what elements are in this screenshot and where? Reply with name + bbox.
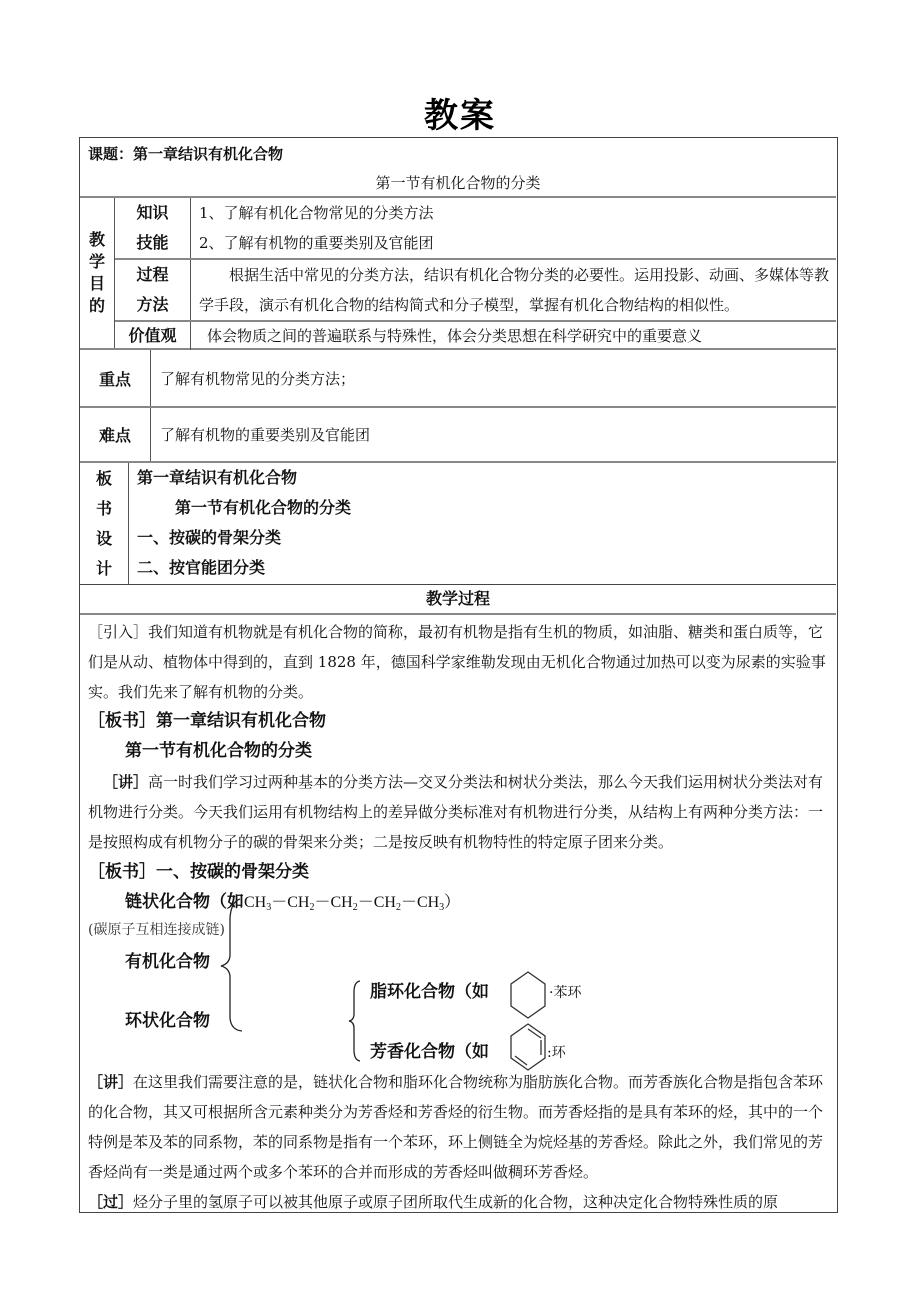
organic-compound-root: 有机化合物: [125, 952, 210, 972]
key-point-label: 重点: [80, 350, 151, 406]
board-note-chapter: 第一章结识有机化合物: [156, 711, 326, 731]
chain-formula: [244, 894, 460, 911]
board-line-4: 二、按官能团分类: [137, 558, 266, 577]
label-line: 过程: [136, 265, 169, 284]
aromatic-label: 芳香化合物（如: [370, 1042, 489, 1062]
formula-part: ）: [444, 894, 461, 911]
intro-paragraph: ［引入］我们知道有机物就是有机化合物的简称，最初有机物是指有生机的物质，如油脂、糖类和蛋白质等，它们是从动、植物体中得到的，直到 1828 年，德国科学家维勒发现由无机化合物通过加热可以变为尿素的实验事实。我们先来了解有机物的分类。: [88, 623, 826, 701]
transition-tag: ［过］: [88, 1193, 134, 1211]
formula-sub: 2: [309, 902, 315, 913]
lecture-paragraph-1: [88, 767, 829, 857]
board-line-3: 一、按碳的骨架分类: [137, 528, 282, 547]
process-method-text: 根据生活中常见的分类方法，结识有机化合物分类的必要性。运用投影、动画、多媒体等教学手段，演示有机化合物的结构简式和分子模型，掌握有机化合物结构的相似性。: [199, 266, 830, 314]
transition-text: 烃分子里的氢原子可以被其他原子或原子团所取代生成新的化合物，这种决定化合物特殊性质的原: [133, 1193, 779, 1211]
objectives-char: 学: [88, 252, 105, 271]
section-title: 第一节有机化合物的分类: [375, 174, 541, 192]
formula-sub: 2: [352, 902, 358, 913]
key-point-row: [80, 350, 836, 408]
values-row: [115, 322, 836, 350]
objectives-block: [80, 198, 836, 350]
formula-sub: 3: [266, 902, 272, 913]
board-note-text: 一、按碳的骨架分类: [156, 862, 309, 882]
objectives-char: 的: [88, 296, 105, 315]
label-line: 方法: [136, 295, 169, 314]
knowledge-item-1: 1、了解有机化合物常见的分类方法: [199, 204, 434, 222]
ring-compound-label: 环状化合物: [125, 1011, 210, 1031]
label-line: 知识: [136, 203, 169, 222]
knowledge-skills-row: [115, 198, 836, 260]
root-brace-icon: [215, 894, 255, 1034]
formula-part: CH: [244, 894, 267, 911]
lecture-text: 在这里我们需要注意的是，链状化合物和脂环化合物统称为脂肪族化合物。而芳香族化合物是指包含苯环的化合物，其又可根据所含元素种类分为芳香烃和芳香烃的衍生物。而芳香烃指的是具有苯环的烃，其中的一个特例是苯及苯的同系物，苯的同系物是指有一个苯环，环上侧链全为烷烃基的芳香烃。除此之外，我们常见的芳香烃尚有一类是通过两个或多个苯环的合并而形成的芳香烃叫做稠环芳香烃。: [88, 1073, 824, 1181]
objectives-char: 教: [88, 230, 105, 249]
formula-part: －CH: [400, 894, 440, 911]
transition-paragraph: [88, 1187, 829, 1213]
board-tag: ［板书］: [88, 862, 156, 882]
chain-note: (碳原子互相连接成链): [88, 922, 225, 938]
objectives-char: 目: [88, 274, 105, 293]
board-char: 计: [95, 558, 112, 578]
board-design-row: [80, 463, 836, 585]
board-note-1: [88, 706, 326, 736]
ring-brace-icon: [348, 978, 368, 1063]
board-char: 板: [95, 468, 112, 488]
key-point-text: 了解有机物常见的分类方法；: [160, 370, 356, 388]
board-note-2: [88, 857, 309, 887]
lecture-paragraph-2: [88, 1067, 829, 1187]
cyclohexane-icon: [508, 970, 548, 1020]
difficult-point-row: [80, 408, 836, 463]
board-line-2: 第一节有机化合物的分类: [175, 498, 352, 517]
difficult-point-text: 了解有机物的重要类别及官能团: [160, 426, 371, 444]
process-method-row: [115, 260, 836, 322]
process-method-label: [115, 260, 191, 320]
formula-part: －CH: [271, 894, 310, 911]
board-design-label: [80, 463, 129, 584]
board-tag: ［板书］: [88, 711, 156, 731]
aromatic-suffix: :环: [547, 1045, 566, 1061]
objectives-group-label: [80, 198, 115, 348]
teaching-process-header: 教学过程: [425, 589, 490, 608]
lecture-tag: ［讲］: [88, 1073, 134, 1091]
values-label: 价值观: [115, 322, 191, 350]
topic-row: [80, 138, 836, 198]
difficult-point-label: 难点: [80, 408, 151, 461]
formula-part: －CH: [314, 894, 353, 911]
lesson-topic: 课题：第一章结识有机化合物: [88, 145, 284, 163]
board-char: 设: [95, 528, 112, 548]
knowledge-item-2: 2、了解有机物的重要类别及官能团: [199, 234, 434, 252]
lesson-plan-table: [79, 137, 838, 1213]
lecture-tag: ［讲］: [103, 773, 149, 791]
alicyclic-suffix: ·苯环: [549, 985, 582, 1001]
chain-label: 链状化合物（如: [125, 892, 244, 912]
values-text: 体会物质之间的普遍联系与特殊性，体会分类思想在科学研究中的重要意义: [207, 327, 703, 345]
knowledge-skills-label: [115, 198, 191, 258]
board-note-section: 第一节有机化合物的分类: [125, 741, 312, 761]
document-title: 教案: [424, 96, 496, 136]
board-char: 书: [95, 498, 112, 518]
alicyclic-label: 脂环化合物（如: [370, 982, 489, 1002]
teaching-process-header-row: [80, 585, 836, 615]
formula-part: －CH: [357, 894, 396, 911]
lecture-text: 高一时我们学习过两种基本的分类方法—交叉分类法和树状分类法，那么今天我们运用树状分类法对有机物进行分类。今天我们运用有机物结构上的差异做分类标准对有机物进行分类，从结构上有两种分类方法：一是按照构成有机物分子的碳的骨架来分类；二是按反映有机物特性的特定原子团来分类。: [88, 773, 824, 851]
board-line-1: 第一章结识有机化合物: [137, 468, 298, 487]
label-line: 技能: [136, 233, 169, 252]
benzene-ring-icon: [508, 1022, 548, 1072]
formula-sub: 3: [439, 902, 445, 913]
formula-sub: 2: [395, 902, 401, 913]
